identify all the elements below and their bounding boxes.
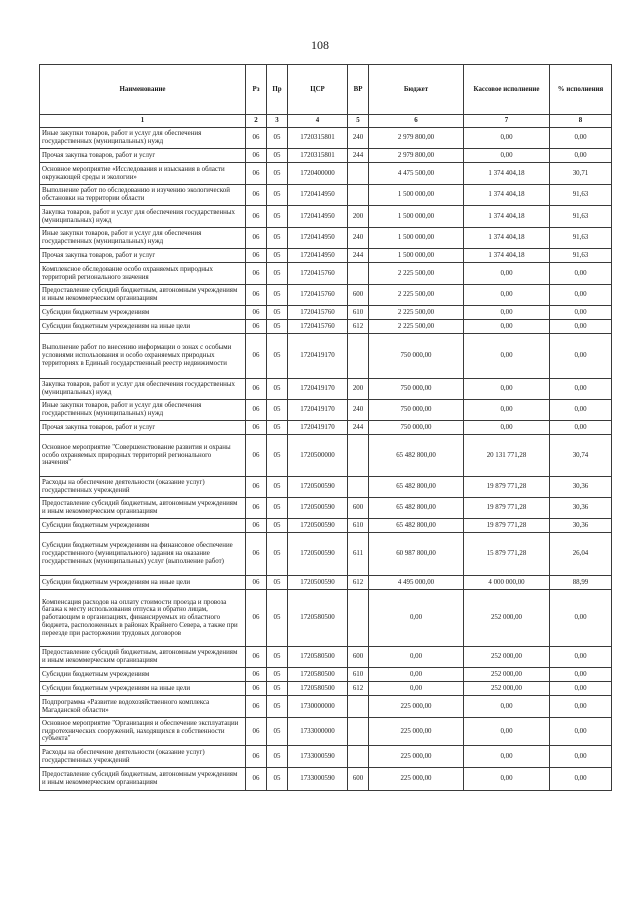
cell-rz: 06 (246, 533, 267, 576)
cell-budget: 2 225 500,00 (369, 285, 464, 306)
cell-pr: 05 (267, 533, 288, 576)
cell-cash-execution: 0,00 (464, 400, 550, 421)
table-row (40, 533, 612, 576)
table-row (40, 647, 612, 668)
cell-name: Предоставление субсидий бюджетным, автономным учреждениям и иным некоммерческим организациям (40, 498, 246, 519)
cell-cash-execution: 1 374 404,18 (464, 185, 550, 206)
cell-vr: 240 (348, 128, 369, 149)
cell-execution-percent: 0,00 (550, 306, 612, 320)
cell-rz: 06 (246, 477, 267, 498)
cell-pr: 05 (267, 576, 288, 590)
cell-cash-execution: 19 879 771,28 (464, 477, 550, 498)
cell-cash-execution: 0,00 (464, 263, 550, 285)
cell-execution-percent: 0,00 (550, 400, 612, 421)
cell-cash-execution: 0,00 (464, 696, 550, 718)
cell-vr (348, 263, 369, 285)
cell-rz: 06 (246, 128, 267, 149)
cell-budget: 2 979 800,00 (369, 128, 464, 149)
cell-name: Основное мероприятие "Совершенствование развития и охраны особо охраняемых природных территорий регионального значения" (40, 435, 246, 477)
cell-cash-execution: 0,00 (464, 768, 550, 791)
cell-pr: 05 (267, 320, 288, 334)
table-row (40, 746, 612, 768)
cell-pr: 05 (267, 718, 288, 746)
cell-pr: 05 (267, 285, 288, 306)
cell-csr: 1720580500 (288, 668, 348, 682)
table-row (40, 306, 612, 320)
cell-name: Основное мероприятие "Организация и обеспечение эксплуатации гидротехнических сооружений, находящихся в собственности субъекта" (40, 718, 246, 746)
cell-cash-execution: 252 000,00 (464, 682, 550, 696)
cell-budget: 2 979 800,00 (369, 149, 464, 163)
cell-budget: 1 500 000,00 (369, 206, 464, 228)
cell-budget: 225 000,00 (369, 746, 464, 768)
cell-vr: 611 (348, 533, 369, 576)
cell-csr: 1720580500 (288, 647, 348, 668)
cell-csr: 1720500590 (288, 576, 348, 590)
cell-cash-execution: 0,00 (464, 718, 550, 746)
cell-rz: 06 (246, 668, 267, 682)
header-rz: Рз (246, 65, 267, 115)
table-row (40, 185, 612, 206)
cell-rz: 06 (246, 400, 267, 421)
cell-budget: 60 987 800,00 (369, 533, 464, 576)
cell-rz: 06 (246, 768, 267, 791)
cell-csr: 1720500590 (288, 498, 348, 519)
cell-csr: 1720580500 (288, 590, 348, 647)
cell-vr: 612 (348, 576, 369, 590)
cell-cash-execution: 0,00 (464, 320, 550, 334)
cell-execution-percent: 88,99 (550, 576, 612, 590)
cell-budget: 1 500 000,00 (369, 228, 464, 249)
cell-csr: 1730000000 (288, 696, 348, 718)
cell-rz: 06 (246, 320, 267, 334)
cell-pr: 05 (267, 668, 288, 682)
cell-name: Субсидии бюджетным учреждениям (40, 306, 246, 320)
cell-pr: 05 (267, 435, 288, 477)
cell-name: Выполнение работ по внесению информации о зонах с особыми условиями использования и особо охраняемых природных территориях в Единый государственный реестр недвижимости (40, 334, 246, 379)
cell-budget: 225 000,00 (369, 718, 464, 746)
cell-cash-execution: 0,00 (464, 379, 550, 400)
column-number: 3 (267, 115, 288, 128)
cell-budget: 750 000,00 (369, 400, 464, 421)
cell-pr: 05 (267, 379, 288, 400)
cell-budget: 65 482 800,00 (369, 435, 464, 477)
cell-vr (348, 477, 369, 498)
header-csr: ЦСР (288, 65, 348, 115)
cell-cash-execution: 15 879 771,28 (464, 533, 550, 576)
cell-csr: 1720500590 (288, 519, 348, 533)
cell-name: Прочая закупка товаров, работ и услуг (40, 149, 246, 163)
table-row (40, 668, 612, 682)
cell-csr: 1733000590 (288, 746, 348, 768)
cell-vr: 240 (348, 400, 369, 421)
cell-vr: 244 (348, 149, 369, 163)
table-row (40, 682, 612, 696)
cell-pr: 05 (267, 477, 288, 498)
column-number: 7 (464, 115, 550, 128)
cell-csr: 1720414950 (288, 249, 348, 263)
column-number: 6 (369, 115, 464, 128)
table-row (40, 477, 612, 498)
cell-pr: 05 (267, 400, 288, 421)
cell-cash-execution: 0,00 (464, 149, 550, 163)
cell-execution-percent: 91,63 (550, 185, 612, 206)
cell-cash-execution: 0,00 (464, 128, 550, 149)
header-pr: Пр (267, 65, 288, 115)
table-row (40, 263, 612, 285)
cell-pr: 05 (267, 128, 288, 149)
cell-name: Иные закупки товаров, работ и услуг для обеспечения государственных (муниципальных) нужд (40, 400, 246, 421)
cell-csr: 1720419170 (288, 421, 348, 435)
cell-csr: 1720419170 (288, 334, 348, 379)
cell-csr: 1720419170 (288, 379, 348, 400)
cell-cash-execution: 1 374 404,18 (464, 249, 550, 263)
cell-pr: 05 (267, 768, 288, 791)
table-row (40, 285, 612, 306)
header-execution-percent: % исполнения (550, 65, 612, 115)
cell-cash-execution: 0,00 (464, 285, 550, 306)
cell-execution-percent: 0,00 (550, 334, 612, 379)
cell-vr (348, 718, 369, 746)
cell-vr: 600 (348, 285, 369, 306)
table-row (40, 249, 612, 263)
cell-rz: 06 (246, 163, 267, 185)
table-row (40, 498, 612, 519)
cell-execution-percent: 30,36 (550, 498, 612, 519)
cell-execution-percent: 0,00 (550, 263, 612, 285)
cell-pr: 05 (267, 163, 288, 185)
cell-pr: 05 (267, 421, 288, 435)
cell-name: Расходы на обеспечение деятельности (оказание услуг) государственных учреждений (40, 477, 246, 498)
cell-execution-percent: 0,00 (550, 696, 612, 718)
table-row (40, 163, 612, 185)
cell-name: Комплексное обследование особо охраняемых природных территорий регионального значения (40, 263, 246, 285)
cell-pr: 05 (267, 519, 288, 533)
cell-name: Иные закупки товаров, работ и услуг для обеспечения государственных (муниципальных) нужд (40, 128, 246, 149)
table-row (40, 696, 612, 718)
cell-vr: 610 (348, 668, 369, 682)
cell-vr: 612 (348, 320, 369, 334)
cell-vr: 600 (348, 498, 369, 519)
cell-cash-execution: 19 879 771,28 (464, 519, 550, 533)
cell-budget: 2 225 500,00 (369, 306, 464, 320)
cell-name: Расходы на обеспечение деятельности (оказание услуг) государственных учреждений (40, 746, 246, 768)
cell-budget: 0,00 (369, 647, 464, 668)
cell-rz: 06 (246, 519, 267, 533)
cell-rz: 06 (246, 185, 267, 206)
cell-csr: 1720414950 (288, 185, 348, 206)
cell-name: Субсидии бюджетным учреждениям на иные цели (40, 320, 246, 334)
cell-pr: 05 (267, 334, 288, 379)
cell-pr: 05 (267, 696, 288, 718)
cell-cash-execution: 252 000,00 (464, 647, 550, 668)
cell-pr: 05 (267, 498, 288, 519)
cell-execution-percent: 26,04 (550, 533, 612, 576)
cell-execution-percent: 91,63 (550, 228, 612, 249)
column-number: 1 (40, 115, 246, 128)
cell-vr (348, 334, 369, 379)
cell-execution-percent: 0,00 (550, 682, 612, 696)
cell-vr: 244 (348, 249, 369, 263)
cell-rz: 06 (246, 498, 267, 519)
cell-budget: 750 000,00 (369, 379, 464, 400)
cell-pr: 05 (267, 228, 288, 249)
column-number: 8 (550, 115, 612, 128)
cell-budget: 225 000,00 (369, 768, 464, 791)
cell-pr: 05 (267, 149, 288, 163)
cell-name: Закупка товаров, работ и услуг для обеспечения государственных (муниципальных) нужд (40, 206, 246, 228)
cell-rz: 06 (246, 696, 267, 718)
cell-execution-percent: 0,00 (550, 421, 612, 435)
cell-csr: 1720400000 (288, 163, 348, 185)
cell-rz: 06 (246, 228, 267, 249)
cell-name: Субсидии бюджетным учреждениям (40, 519, 246, 533)
cell-rz: 06 (246, 746, 267, 768)
header-name: Наименование (40, 65, 246, 115)
cell-name: Компенсация расходов на оплату стоимости проезда и провоза багажа к месту использования отпуска и обратно лицам, работающим в организациях, финансируемых из областного бюджета, расположенных в районах Крайнего Севера, а также при переезде при расторжении трудовых договоров (40, 590, 246, 647)
cell-name: Закупка товаров, работ и услуг для обеспечения государственных (муниципальных) нужд (40, 379, 246, 400)
column-number-row (40, 115, 612, 128)
cell-vr: 200 (348, 206, 369, 228)
table-row (40, 576, 612, 590)
cell-execution-percent: 30,71 (550, 163, 612, 185)
cell-csr: 1720500000 (288, 435, 348, 477)
cell-pr: 05 (267, 746, 288, 768)
cell-execution-percent: 0,00 (550, 590, 612, 647)
table-row (40, 206, 612, 228)
table-row (40, 718, 612, 746)
cell-csr: 1720415760 (288, 320, 348, 334)
table-row (40, 228, 612, 249)
cell-vr (348, 590, 369, 647)
cell-cash-execution: 0,00 (464, 334, 550, 379)
table-row (40, 334, 612, 379)
cell-execution-percent: 30,36 (550, 477, 612, 498)
cell-csr: 1720580500 (288, 682, 348, 696)
cell-rz: 06 (246, 285, 267, 306)
table-row (40, 128, 612, 149)
cell-cash-execution: 4 000 000,00 (464, 576, 550, 590)
cell-name: Прочая закупка товаров, работ и услуг (40, 421, 246, 435)
cell-execution-percent: 0,00 (550, 149, 612, 163)
cell-name: Субсидии бюджетным учреждениям на финансовое обеспечение государственного (муниципального) задания на оказание государственных (муниципальных) услуг (выполнение работ) (40, 533, 246, 576)
cell-pr: 05 (267, 206, 288, 228)
cell-cash-execution: 20 131 771,28 (464, 435, 550, 477)
cell-cash-execution: 1 374 404,18 (464, 228, 550, 249)
cell-vr (348, 435, 369, 477)
cell-vr (348, 746, 369, 768)
cell-budget: 65 482 800,00 (369, 477, 464, 498)
cell-name: Выполнение работ по обследованию и изучению экологической обстановки на территории области (40, 185, 246, 206)
cell-name: Предоставление субсидий бюджетным, автономным учреждениям и иным некоммерческим организациям (40, 647, 246, 668)
table-row (40, 590, 612, 647)
table-row (40, 379, 612, 400)
cell-pr: 05 (267, 306, 288, 320)
cell-rz: 06 (246, 149, 267, 163)
table-row (40, 519, 612, 533)
cell-csr: 1720500590 (288, 533, 348, 576)
header-vr: ВР (348, 65, 369, 115)
cell-pr: 05 (267, 647, 288, 668)
cell-execution-percent: 0,00 (550, 379, 612, 400)
cell-budget: 65 482 800,00 (369, 519, 464, 533)
cell-vr: 600 (348, 768, 369, 791)
cell-vr (348, 185, 369, 206)
table-row (40, 768, 612, 791)
column-number: 2 (246, 115, 267, 128)
cell-budget: 2 225 500,00 (369, 320, 464, 334)
table-body (40, 115, 612, 791)
cell-name: Предоставление субсидий бюджетным, автономным учреждениям и иным некоммерческим организациям (40, 768, 246, 791)
cell-rz: 06 (246, 576, 267, 590)
cell-name: Основное мероприятие «Исследования и изыскания в области окружающей среды и экологии» (40, 163, 246, 185)
cell-pr: 05 (267, 590, 288, 647)
cell-csr: 1720414950 (288, 228, 348, 249)
cell-rz: 06 (246, 379, 267, 400)
cell-cash-execution: 252 000,00 (464, 668, 550, 682)
page-number: 108 (311, 38, 329, 52)
header-row (40, 65, 612, 115)
table-row (40, 400, 612, 421)
cell-rz: 06 (246, 249, 267, 263)
cell-rz: 06 (246, 647, 267, 668)
cell-vr: 612 (348, 682, 369, 696)
cell-cash-execution: 252 000,00 (464, 590, 550, 647)
cell-execution-percent: 0,00 (550, 647, 612, 668)
table-row (40, 320, 612, 334)
cell-budget: 4 495 000,00 (369, 576, 464, 590)
cell-budget: 225 000,00 (369, 696, 464, 718)
cell-execution-percent: 30,74 (550, 435, 612, 477)
cell-execution-percent: 30,36 (550, 519, 612, 533)
cell-csr: 1720315801 (288, 128, 348, 149)
column-number: 4 (288, 115, 348, 128)
cell-execution-percent: 0,00 (550, 768, 612, 791)
cell-budget: 1 500 000,00 (369, 185, 464, 206)
cell-rz: 06 (246, 682, 267, 696)
table-row (40, 421, 612, 435)
cell-execution-percent: 0,00 (550, 128, 612, 149)
cell-csr: 1733000000 (288, 718, 348, 746)
cell-pr: 05 (267, 185, 288, 206)
cell-name: Субсидии бюджетным учреждениям (40, 668, 246, 682)
cell-budget: 1 500 000,00 (369, 249, 464, 263)
header-budget: Бюджет (369, 65, 464, 115)
cell-rz: 06 (246, 306, 267, 320)
cell-budget: 750 000,00 (369, 421, 464, 435)
cell-cash-execution: 0,00 (464, 306, 550, 320)
cell-rz: 06 (246, 263, 267, 285)
header-cash-execution: Кассовое исполнение (464, 65, 550, 115)
cell-csr: 1720414950 (288, 206, 348, 228)
cell-csr: 1720415760 (288, 285, 348, 306)
cell-cash-execution: 0,00 (464, 421, 550, 435)
table-row (40, 149, 612, 163)
cell-cash-execution: 19 879 771,28 (464, 498, 550, 519)
cell-vr: 600 (348, 647, 369, 668)
cell-csr: 1720415760 (288, 306, 348, 320)
cell-budget: 4 475 500,00 (369, 163, 464, 185)
cell-budget: 0,00 (369, 668, 464, 682)
cell-budget: 750 000,00 (369, 334, 464, 379)
cell-rz: 06 (246, 590, 267, 647)
cell-cash-execution: 0,00 (464, 746, 550, 768)
cell-execution-percent: 0,00 (550, 718, 612, 746)
cell-csr: 1720419170 (288, 400, 348, 421)
cell-execution-percent: 91,63 (550, 206, 612, 228)
cell-name: Подпрограмма «Развитие водохозяйственного комплекса Магаданской области» (40, 696, 246, 718)
cell-name: Прочая закупка товаров, работ и услуг (40, 249, 246, 263)
cell-budget: 0,00 (369, 682, 464, 696)
cell-name: Субсидии бюджетным учреждениям на иные цели (40, 682, 246, 696)
cell-cash-execution: 1 374 404,18 (464, 163, 550, 185)
cell-rz: 06 (246, 206, 267, 228)
cell-cash-execution: 1 374 404,18 (464, 206, 550, 228)
table-row (40, 435, 612, 477)
cell-rz: 06 (246, 334, 267, 379)
cell-csr: 1720315801 (288, 149, 348, 163)
cell-execution-percent: 0,00 (550, 285, 612, 306)
column-number: 5 (348, 115, 369, 128)
cell-csr: 1720415760 (288, 263, 348, 285)
cell-execution-percent: 0,00 (550, 320, 612, 334)
cell-budget: 2 225 500,00 (369, 263, 464, 285)
cell-rz: 06 (246, 718, 267, 746)
cell-name: Предоставление субсидий бюджетным, автономным учреждениям и иным некоммерческим организациям (40, 285, 246, 306)
budget-execution-table (39, 64, 612, 791)
cell-vr: 610 (348, 306, 369, 320)
cell-vr (348, 696, 369, 718)
cell-name: Иные закупки товаров, работ и услуг для обеспечения государственных (муниципальных) нужд (40, 228, 246, 249)
cell-rz: 06 (246, 421, 267, 435)
cell-execution-percent: 91,63 (550, 249, 612, 263)
cell-vr (348, 163, 369, 185)
cell-execution-percent: 0,00 (550, 746, 612, 768)
cell-csr: 1720500590 (288, 477, 348, 498)
cell-rz: 06 (246, 435, 267, 477)
cell-vr: 244 (348, 421, 369, 435)
cell-name: Субсидии бюджетным учреждениям на иные цели (40, 576, 246, 590)
cell-budget: 0,00 (369, 590, 464, 647)
cell-execution-percent: 0,00 (550, 668, 612, 682)
cell-csr: 1733000590 (288, 768, 348, 791)
cell-pr: 05 (267, 263, 288, 285)
cell-vr: 610 (348, 519, 369, 533)
cell-vr: 200 (348, 379, 369, 400)
cell-budget: 65 482 800,00 (369, 498, 464, 519)
cell-vr: 240 (348, 228, 369, 249)
cell-pr: 05 (267, 682, 288, 696)
cell-pr: 05 (267, 249, 288, 263)
